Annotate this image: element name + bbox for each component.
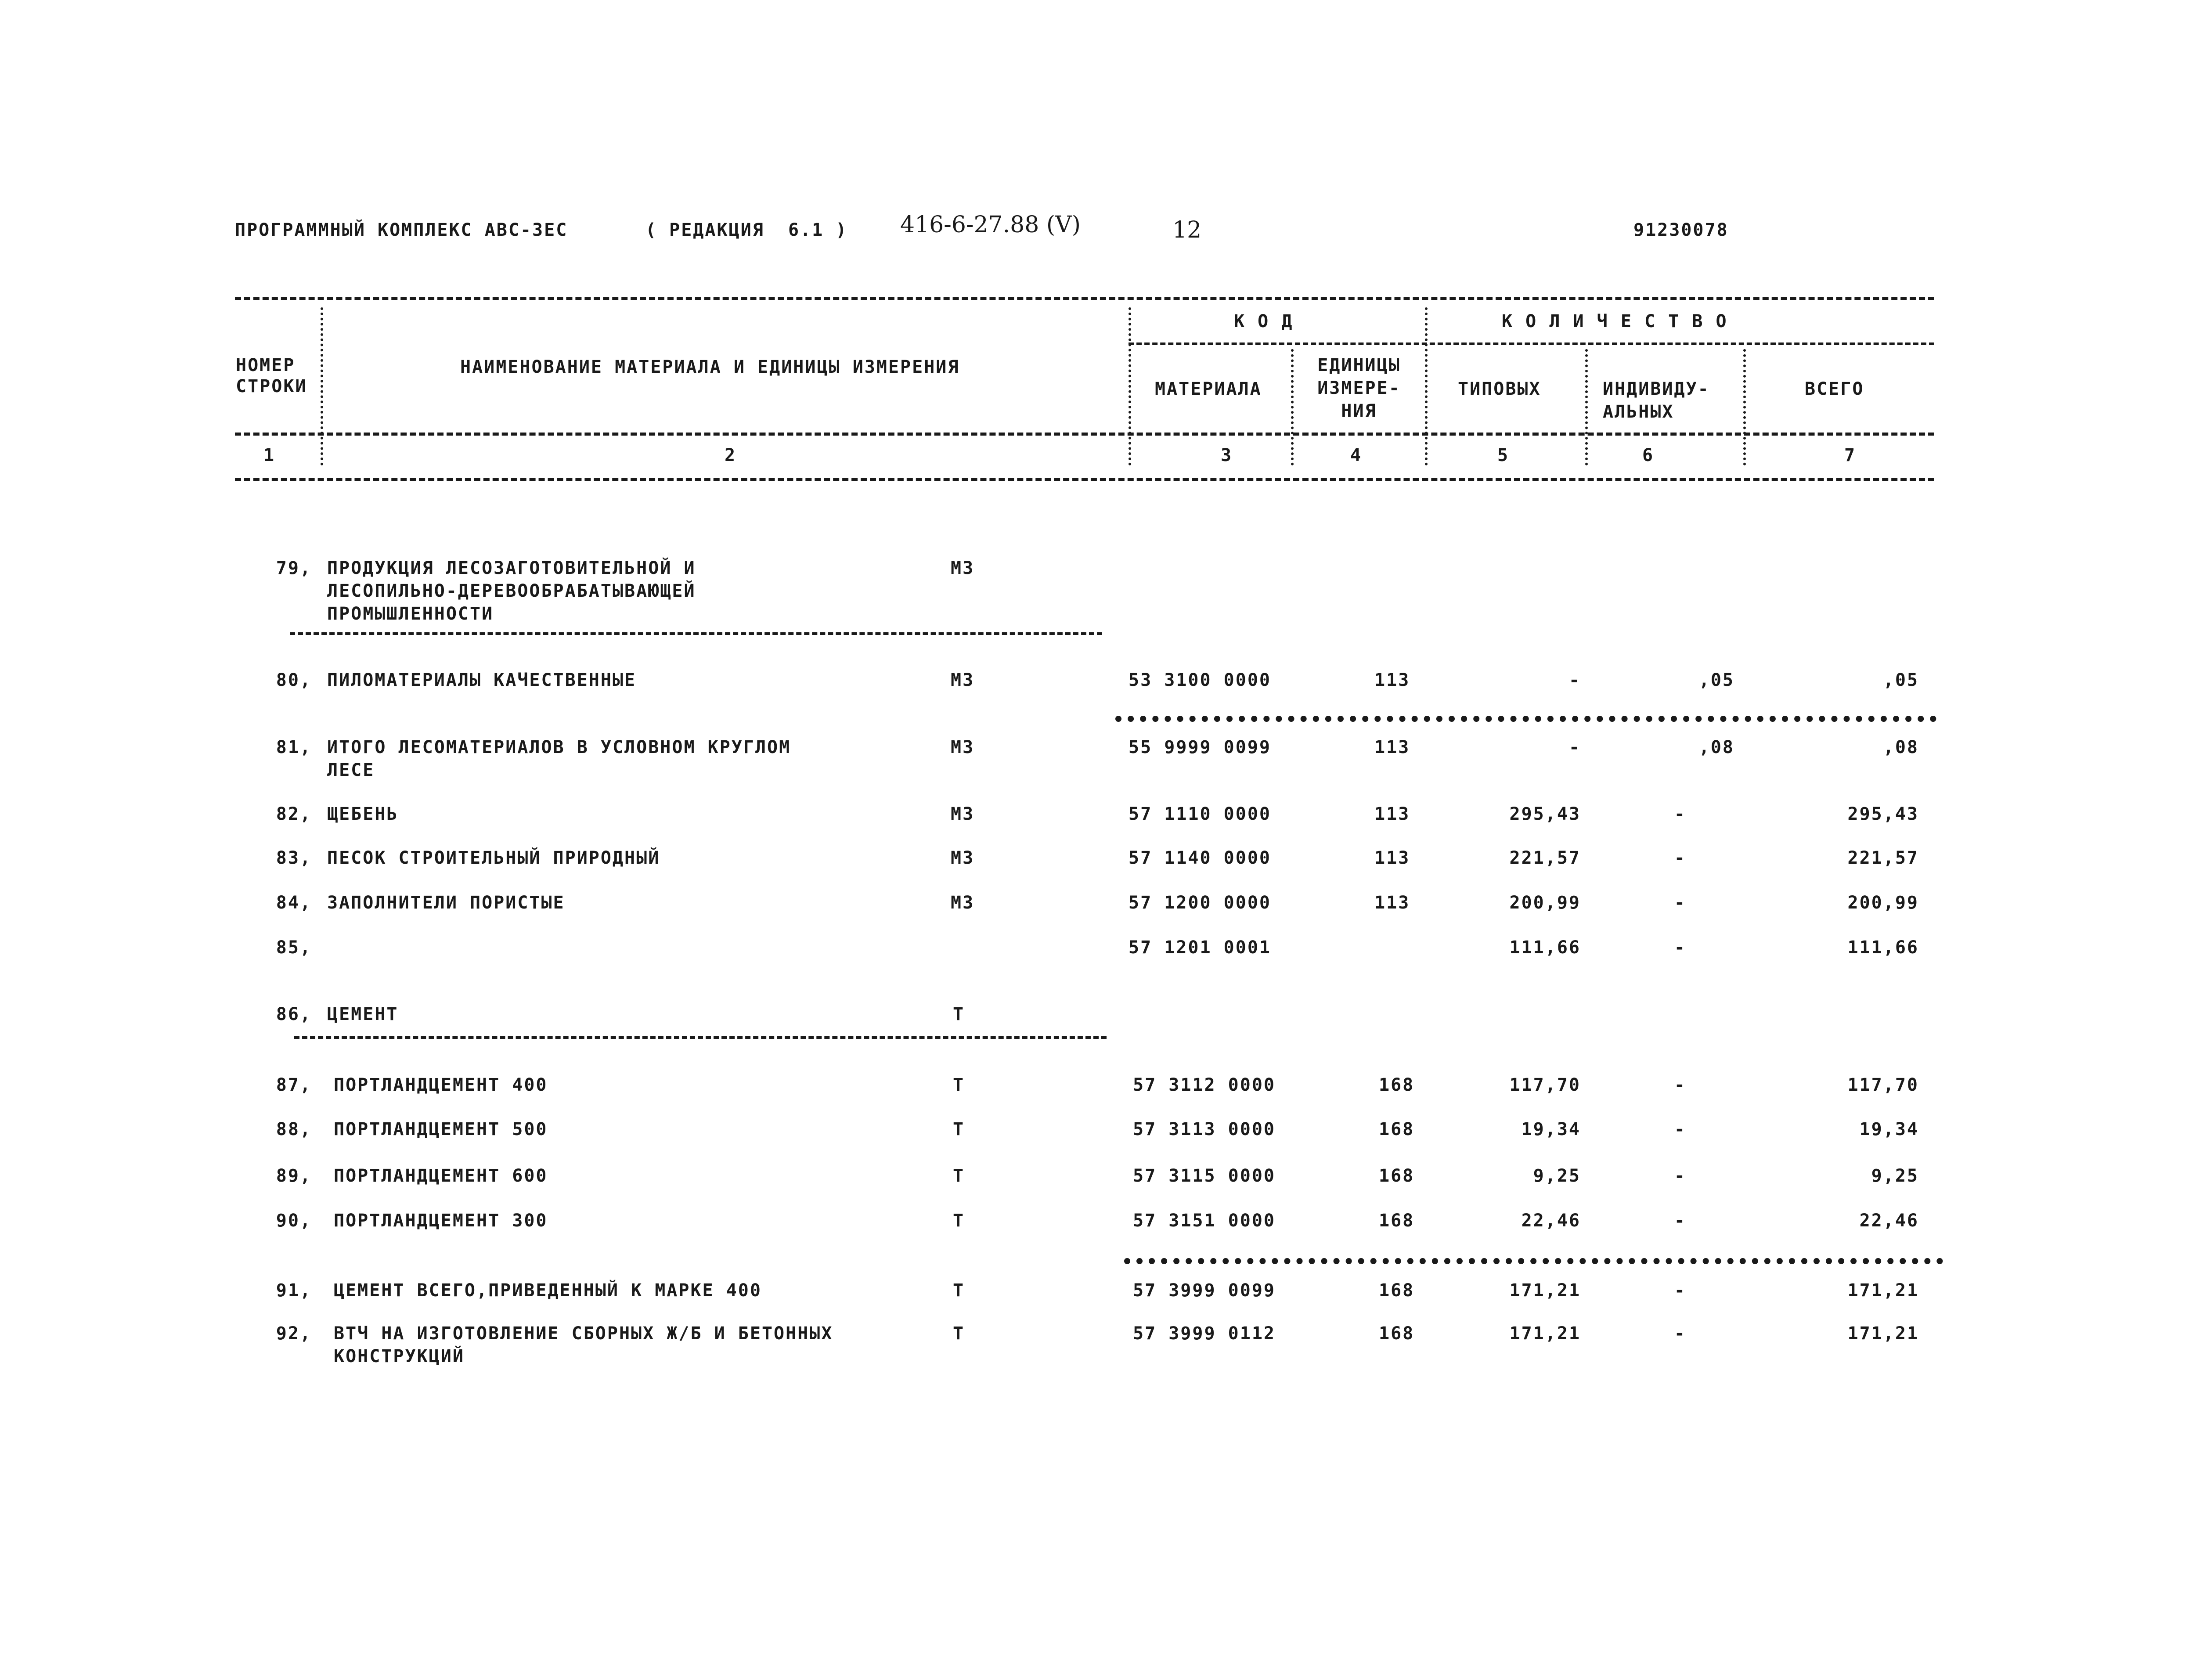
unit-code: 113 — [1374, 893, 1410, 913]
row-number: 85, — [276, 937, 312, 958]
column-separator — [1743, 349, 1746, 465]
material-code: 57 1140 0000 — [1129, 848, 1271, 868]
row-number: 81, — [276, 737, 312, 757]
subtotal-rule — [1124, 1258, 1943, 1264]
header-unit-3: НИЯ — [1341, 401, 1377, 421]
qty-typical: 117,70 — [1509, 1075, 1581, 1095]
row-number: 83, — [276, 848, 312, 868]
column-separator — [321, 307, 323, 465]
material-name: ПОРТЛАНДЦЕМЕНТ 600 — [334, 1166, 548, 1186]
qty-individual: - — [1674, 937, 1686, 958]
qty-individual: ,05 — [1698, 670, 1734, 690]
subtotal-rule — [1115, 716, 1936, 722]
row-number: 92, — [276, 1323, 312, 1344]
document-code: 416-6-27.88 (V) — [900, 212, 1081, 238]
qty-individual: - — [1674, 1323, 1686, 1344]
row-number: 87, — [276, 1075, 312, 1095]
header-individual-1: ИНДИВИДУ- — [1603, 379, 1710, 399]
document-number: 91230078 — [1633, 220, 1729, 240]
header-quantity-group: К О Л И Ч Е С Т В О — [1502, 311, 1728, 332]
row-number: 91, — [276, 1280, 312, 1301]
row-number: 79, — [276, 558, 312, 578]
qty-individual: - — [1674, 804, 1686, 824]
material-name: ИТОГО ЛЕСОМАТЕРИАЛОВ В УСЛОВНОМ КРУГЛОМ — [327, 737, 791, 757]
qty-individual: - — [1674, 893, 1686, 913]
qty-individual: ,08 — [1698, 737, 1734, 757]
qty-total: ,05 — [1883, 670, 1919, 690]
row-number: 80, — [276, 670, 312, 690]
column-number-4: 4 — [1350, 445, 1363, 465]
material-code: 57 3112 0000 — [1133, 1075, 1276, 1095]
qty-total: 19,34 — [1859, 1119, 1919, 1139]
material-code: 57 3113 0000 — [1133, 1119, 1276, 1139]
material-code: 53 3100 0000 — [1129, 670, 1271, 690]
column-number-3: 3 — [1221, 445, 1233, 465]
column-separator — [1291, 349, 1294, 465]
material-name-cont: ЛЕСЕ — [327, 760, 375, 780]
unit-code: 168 — [1379, 1323, 1415, 1344]
column-number-5: 5 — [1497, 445, 1510, 465]
header-individual-2: АЛЬНЫХ — [1603, 402, 1674, 422]
header-name: НАИМЕНОВАНИЕ МАТЕРИАЛА И ЕДИНИЦЫ ИЗМЕРЕНИЯ — [460, 357, 960, 377]
material-code: 57 3999 0099 — [1133, 1280, 1276, 1301]
unit: Т — [953, 1280, 965, 1301]
qty-total: 117,70 — [1847, 1075, 1919, 1095]
qty-total: 111,66 — [1847, 937, 1919, 958]
qty-typical: 111,66 — [1509, 937, 1581, 958]
group-underline — [294, 1036, 1107, 1039]
header-bottom-rule — [235, 433, 1934, 436]
material-name-cont: ЛЕСОПИЛЬНО-ДЕРЕВООБРАБАТЫВАЮЩЕЙ — [327, 581, 696, 601]
qty-total: 221,57 — [1847, 848, 1919, 868]
unit-code: 168 — [1379, 1280, 1415, 1301]
column-separator — [1425, 307, 1428, 465]
column-number-rule — [235, 478, 1934, 481]
material-code: 55 9999 0099 — [1129, 737, 1271, 757]
column-number-2: 2 — [725, 445, 737, 465]
qty-individual: - — [1674, 1211, 1686, 1231]
column-separator — [1129, 307, 1131, 465]
material-name: ВТЧ НА ИЗГОТОВЛЕНИЕ СБОРНЫХ Ж/Б И БЕТОННЫХ — [334, 1323, 833, 1344]
material-code: 57 3999 0112 — [1133, 1323, 1276, 1344]
qty-typical: 221,57 — [1509, 848, 1581, 868]
table-top-rule — [235, 297, 1934, 300]
qty-typical: 171,21 — [1509, 1280, 1581, 1301]
material-code: 57 1200 0000 — [1129, 893, 1271, 913]
material-code: 57 1110 0000 — [1129, 804, 1271, 824]
qty-typical: 295,43 — [1509, 804, 1581, 824]
material-name: ПИЛОМАТЕРИАЛЫ КАЧЕСТВЕННЫЕ — [327, 670, 637, 690]
group-underline — [290, 632, 1102, 635]
qty-typical: - — [1568, 670, 1581, 690]
row-number: 84, — [276, 893, 312, 913]
material-name: ЦЕМЕНТ — [327, 1004, 399, 1024]
unit-code: 168 — [1379, 1166, 1415, 1186]
unit-code: 168 — [1379, 1075, 1415, 1095]
material-name: ЩЕБЕНЬ — [327, 804, 399, 824]
qty-typical: 171,21 — [1509, 1323, 1581, 1344]
header-typical: ТИПОВЫХ — [1458, 379, 1541, 399]
unit-code: 113 — [1374, 737, 1410, 757]
row-number: 90, — [276, 1211, 312, 1231]
material-code: 57 3151 0000 — [1133, 1211, 1276, 1231]
material-name: ПРОДУКЦИЯ ЛЕСОЗАГОТОВИТЕЛЬНОЙ И — [327, 558, 696, 578]
qty-total: 9,25 — [1871, 1166, 1919, 1186]
column-separator — [1585, 349, 1588, 465]
unit: М3 — [951, 737, 975, 757]
unit: Т — [953, 1119, 965, 1139]
qty-typical: 22,46 — [1521, 1211, 1581, 1231]
unit-code: 168 — [1379, 1211, 1415, 1231]
header-unit-2: ИЗМЕРЕ- — [1317, 378, 1401, 398]
material-name: ЦЕМЕНТ ВСЕГО,ПРИВЕДЕННЫЙ К МАРКЕ 400 — [334, 1280, 762, 1301]
qty-individual: - — [1674, 1166, 1686, 1186]
qty-individual: - — [1674, 848, 1686, 868]
row-number: 89, — [276, 1166, 312, 1186]
unit: М3 — [951, 558, 975, 578]
material-code: 57 1201 0001 — [1129, 937, 1271, 958]
material-name: ЗАПОЛНИТЕЛИ ПОРИСТЫЕ — [327, 893, 565, 913]
qty-typical: - — [1568, 737, 1581, 757]
unit: Т — [953, 1211, 965, 1231]
row-number: 88, — [276, 1119, 312, 1139]
row-number: 86, — [276, 1004, 312, 1024]
unit: М3 — [951, 848, 975, 868]
material-name: ПОРТЛАНДЦЕМЕНТ 500 — [334, 1119, 548, 1139]
material-name: ПОРТЛАНДЦЕМЕНТ 300 — [334, 1211, 548, 1231]
qty-individual: - — [1674, 1280, 1686, 1301]
column-number-6: 6 — [1642, 445, 1655, 465]
unit-code: 113 — [1374, 848, 1410, 868]
header-unit-1: ЕДИНИЦЫ — [1317, 355, 1401, 375]
material-code: 57 3115 0000 — [1133, 1166, 1276, 1186]
qty-typical: 9,25 — [1533, 1166, 1581, 1186]
qty-typical: 19,34 — [1521, 1119, 1581, 1139]
group-divider-rule — [1129, 342, 1934, 345]
header-code-group: К О Д — [1234, 311, 1294, 332]
header-row-number-2: СТРОКИ — [236, 376, 307, 397]
unit: М3 — [951, 670, 975, 690]
page-number: 12 — [1172, 217, 1202, 243]
header-material: МАТЕРИАЛА — [1155, 379, 1262, 399]
unit: Т — [953, 1004, 965, 1024]
material-name-cont: ПРОМЫШЛЕННОСТИ — [327, 604, 494, 624]
qty-total: 22,46 — [1859, 1211, 1919, 1231]
unit-code: 168 — [1379, 1119, 1415, 1139]
header-total: ВСЕГО — [1805, 379, 1864, 399]
unit: Т — [953, 1323, 965, 1344]
material-name: ПОРТЛАНДЦЕМЕНТ 400 — [334, 1075, 548, 1095]
qty-total: 200,99 — [1847, 893, 1919, 913]
edition-label: ( РЕДАКЦИЯ 6.1 ) — [645, 220, 848, 240]
row-number: 82, — [276, 804, 312, 824]
unit: Т — [953, 1166, 965, 1186]
header-row-number-1: НОМЕР — [236, 355, 296, 375]
unit: М3 — [951, 804, 975, 824]
qty-individual: - — [1674, 1075, 1686, 1095]
column-number-1: 1 — [263, 445, 276, 465]
qty-total: 171,21 — [1847, 1323, 1919, 1344]
column-number-7: 7 — [1844, 445, 1857, 465]
program-title: ПРОГРАММНЫЙ КОМПЛЕКС АВС-3ЕС — [235, 220, 568, 240]
unit-code: 113 — [1374, 670, 1410, 690]
qty-total: 171,21 — [1847, 1280, 1919, 1301]
material-name: ПЕСОК СТРОИТЕЛЬНЫЙ ПРИРОДНЫЙ — [327, 848, 660, 868]
qty-individual: - — [1674, 1119, 1686, 1139]
material-name-cont: КОНСТРУКЦИЙ — [334, 1346, 465, 1366]
qty-total: 295,43 — [1847, 804, 1919, 824]
unit: Т — [953, 1075, 965, 1095]
qty-typical: 200,99 — [1509, 893, 1581, 913]
unit: М3 — [951, 893, 975, 913]
qty-total: ,08 — [1883, 737, 1919, 757]
unit-code: 113 — [1374, 804, 1410, 824]
